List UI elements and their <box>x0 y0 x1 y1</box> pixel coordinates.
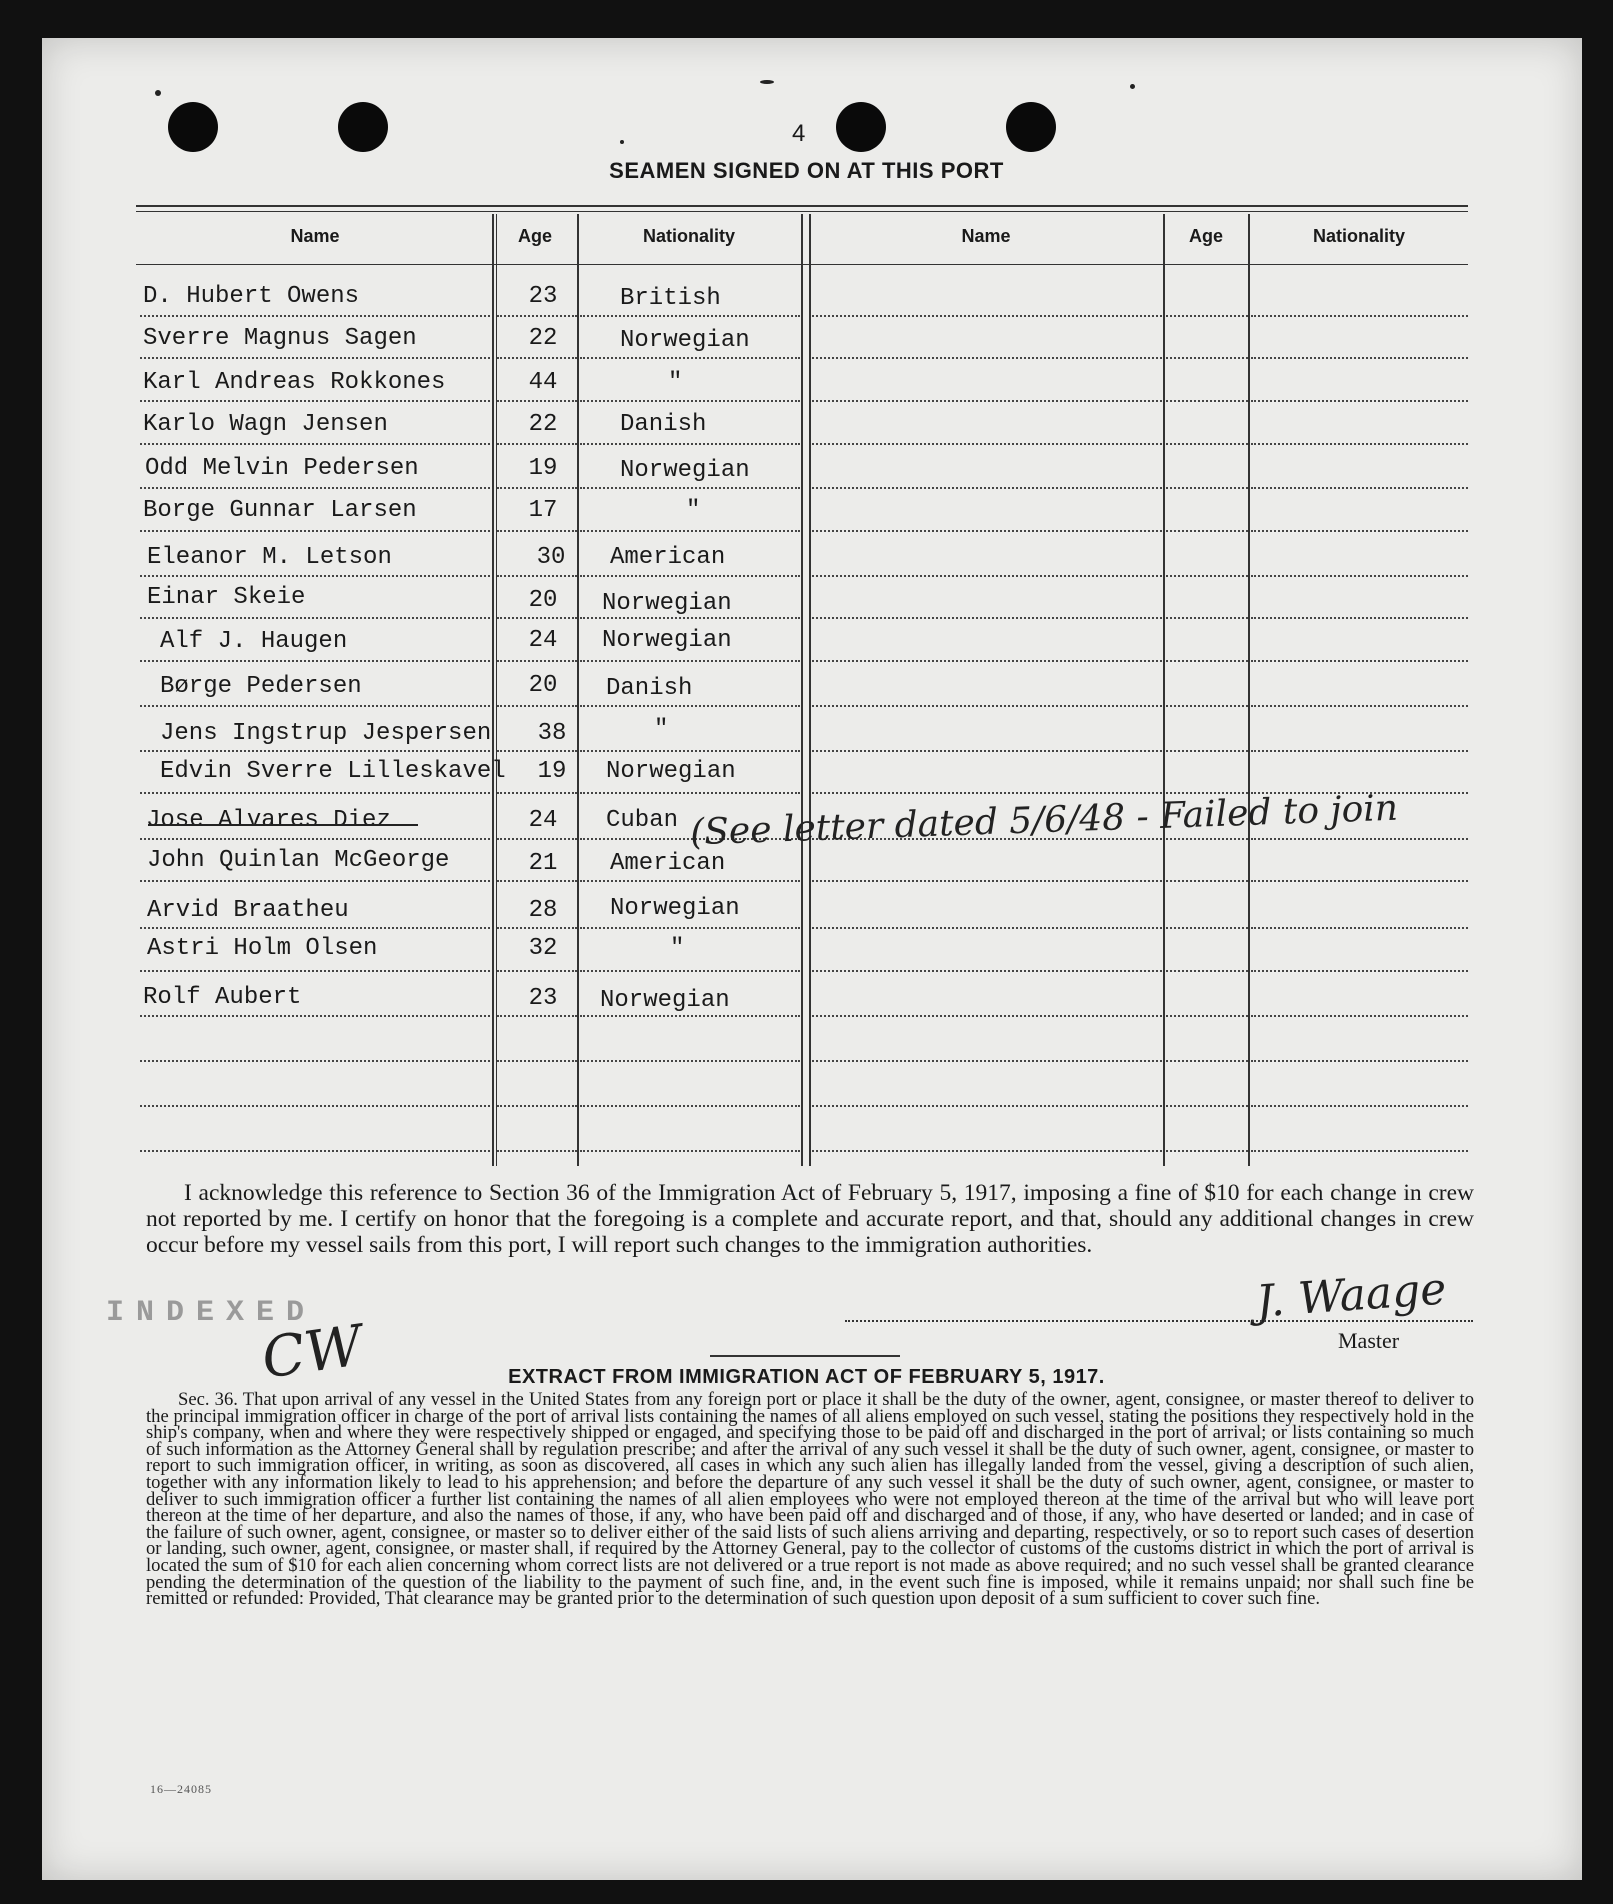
master-signature: J. Waage <box>1254 1263 1448 1328</box>
row-rule <box>497 705 577 707</box>
row-rule <box>140 315 490 317</box>
row-rule <box>1166 970 1248 972</box>
seaman-name: Odd Melvin Pedersen <box>145 455 419 482</box>
column-header-age-right: Age <box>1188 226 1223 246</box>
row-rule <box>1251 838 1468 840</box>
row-rule <box>140 705 490 707</box>
row-rule <box>580 660 800 662</box>
seaman-age: 28 <box>528 897 558 924</box>
seaman-nationality: Danish <box>606 675 693 702</box>
punch-hole <box>338 102 388 152</box>
row-rule <box>1166 705 1248 707</box>
row-rule <box>1251 1105 1468 1107</box>
row-rule <box>1251 705 1468 707</box>
row-rule <box>812 705 1162 707</box>
row-rule <box>497 530 577 532</box>
row-rule <box>497 1015 577 1017</box>
row-rule <box>497 880 577 882</box>
seaman-age: 17 <box>528 497 558 524</box>
seaman-age: 38 <box>537 720 567 747</box>
seaman-name: John Quinlan McGeorge <box>147 847 450 874</box>
form-title: SEAMEN SIGNED ON AT THIS PORT <box>609 158 1004 183</box>
row-rule <box>497 487 577 489</box>
row-rule <box>812 487 1162 489</box>
row-rule <box>1251 617 1468 619</box>
row-rule <box>497 443 577 445</box>
row-rule <box>140 880 490 882</box>
row-rule <box>580 750 800 752</box>
seaman-age: 23 <box>528 283 558 310</box>
row-rule <box>812 970 1162 972</box>
column-header-nationality-right: Nationality <box>1312 226 1405 246</box>
seaman-nationality: Danish <box>620 411 707 438</box>
row-rule <box>140 357 490 359</box>
row-rule <box>140 1150 490 1152</box>
row-rule <box>497 750 577 752</box>
row-rule <box>812 400 1162 402</box>
seaman-name: Eleanor M. Letson <box>147 544 392 571</box>
handwritten-annotation: (See letter dated 5/6/48 - Failed to join <box>689 787 1399 854</box>
row-rule <box>1251 487 1468 489</box>
row-rule <box>580 357 800 359</box>
row-rule <box>497 792 577 794</box>
row-rule <box>580 315 800 317</box>
seaman-nationality: Norwegian <box>620 327 750 354</box>
row-rule <box>497 1105 577 1107</box>
seaman-name: Arvid Braatheu <box>147 897 349 924</box>
row-rule <box>1251 530 1468 532</box>
row-rule <box>1166 838 1248 840</box>
column-header-age: Age <box>517 226 552 246</box>
punch-hole <box>836 102 886 152</box>
acknowledgment-text: I acknowledge this reference to Section 36 of the Immigration Act of February 5, 1917, imposing a fine of $10 for each change in crew not reported by me. I certify on honor that the foregoing is a complete and accurate report, and that, should any additional changes in crew occur before my vessel sails from this port, I will report such changes to the immigration authorities. <box>146 1180 1474 1258</box>
indexed-stamp: INDEXED <box>106 1296 317 1330</box>
row-rule <box>812 660 1162 662</box>
seaman-name: Sverre Magnus Sagen <box>143 325 417 352</box>
row-rule <box>140 838 490 840</box>
seaman-nationality: " <box>668 369 683 396</box>
seaman-nationality: " <box>686 497 701 524</box>
row-rule <box>1166 575 1248 577</box>
row-rule <box>140 1015 490 1017</box>
row-rule <box>812 530 1162 532</box>
row-rule <box>812 315 1162 317</box>
row-rule <box>1251 750 1468 752</box>
row-rule <box>497 660 577 662</box>
seaman-age: 23 <box>528 985 558 1012</box>
seaman-nationality: Norwegian <box>602 590 732 617</box>
row-rule <box>812 1105 1162 1107</box>
row-rule <box>812 1060 1162 1062</box>
row-rule <box>1251 927 1468 929</box>
row-rule <box>812 575 1162 577</box>
row-rule <box>1166 880 1248 882</box>
row-rule <box>580 1105 800 1107</box>
row-rule <box>812 1015 1162 1017</box>
master-label: Master <box>1338 1328 1400 1353</box>
seaman-name: Alf J. Haugen <box>160 628 348 655</box>
seaman-nationality: " <box>654 716 669 743</box>
seaman-age: 30 <box>536 544 566 571</box>
seaman-age: 24 <box>528 627 558 654</box>
row-rule <box>1251 1015 1468 1017</box>
seaman-name: Karl Andreas Rokkones <box>143 369 446 396</box>
seaman-age: 20 <box>528 672 558 699</box>
seaman-age: 20 <box>528 587 558 614</box>
seaman-age: 24 <box>528 807 558 834</box>
row-rule <box>1251 1150 1468 1152</box>
seaman-nationality: Norwegian <box>600 987 730 1014</box>
seaman-nationality: Norwegian <box>620 457 750 484</box>
row-rule <box>497 315 577 317</box>
row-rule <box>497 970 577 972</box>
seaman-nationality: Norwegian <box>610 895 740 922</box>
seaman-nationality: Cuban <box>606 807 679 834</box>
page-number: 4 <box>792 120 806 147</box>
column-divider <box>492 214 494 1166</box>
row-rule <box>1166 1060 1248 1062</box>
row-rule <box>1166 530 1248 532</box>
row-rule <box>140 1060 490 1062</box>
seaman-nationality: American <box>610 544 726 571</box>
row-rule <box>1251 660 1468 662</box>
row-rule <box>812 617 1162 619</box>
row-rule <box>497 1150 577 1152</box>
column-divider <box>801 214 803 1166</box>
row-rule <box>812 927 1162 929</box>
row-rule <box>140 575 490 577</box>
initials-signature: CW <box>257 1313 367 1392</box>
row-rule <box>1166 1150 1248 1152</box>
row-rule <box>140 792 490 794</box>
row-rule <box>580 443 800 445</box>
seaman-name: Børge Pedersen <box>160 673 362 700</box>
row-rule <box>1251 443 1468 445</box>
seaman-nationality: Norwegian <box>606 758 736 785</box>
seaman-age: 19 <box>537 758 567 785</box>
row-rule <box>140 970 490 972</box>
row-rule <box>580 617 800 619</box>
row-rule <box>580 970 800 972</box>
seaman-age: 22 <box>528 411 558 438</box>
row-rule <box>580 880 800 882</box>
row-rule <box>140 617 490 619</box>
row-rule <box>1251 1060 1468 1062</box>
column-divider <box>809 214 811 1166</box>
seaman-name: Einar Skeie <box>147 584 306 611</box>
row-rule <box>1166 443 1248 445</box>
seaman-name: Jens Ingstrup Jespersen <box>160 720 492 747</box>
row-rule <box>1166 660 1248 662</box>
seaman-name: Edvin Sverre Lilleskavel <box>160 758 506 785</box>
row-rule <box>497 357 577 359</box>
row-rule <box>1166 617 1248 619</box>
row-rule <box>140 400 490 402</box>
row-rule <box>812 792 1162 794</box>
row-rule <box>812 750 1162 752</box>
row-rule <box>1166 357 1248 359</box>
seaman-name: Borge Gunnar Larsen <box>143 497 417 524</box>
row-rule <box>1251 315 1468 317</box>
row-rule <box>1166 1105 1248 1107</box>
column-header-name-right: Name <box>961 226 1011 246</box>
seaman-nationality: British <box>620 285 721 312</box>
seaman-name: Karlo Wagn Jensen <box>143 411 388 438</box>
row-rule <box>497 575 577 577</box>
row-rule <box>1251 880 1468 882</box>
extract-title: EXTRACT FROM IMMIGRATION ACT OF FEBRUARY 5, 1917. <box>508 1366 1105 1388</box>
row-rule <box>497 927 577 929</box>
row-rule <box>580 1060 800 1062</box>
row-rule <box>580 530 800 532</box>
row-rule <box>140 750 490 752</box>
table-top-rule <box>136 205 1468 207</box>
row-rule <box>812 443 1162 445</box>
row-rule <box>580 487 800 489</box>
column-header-name: Name <box>290 226 340 246</box>
row-rule <box>580 1015 800 1017</box>
row-rule <box>1166 750 1248 752</box>
row-rule <box>1166 315 1248 317</box>
punch-hole <box>1006 102 1056 152</box>
row-rule <box>140 487 490 489</box>
signature-line <box>845 1320 1473 1322</box>
row-rule <box>140 1105 490 1107</box>
seaman-age: 19 <box>528 455 558 482</box>
row-rule <box>140 927 490 929</box>
seaman-name: Jose Alvares Diez <box>146 807 391 834</box>
row-rule <box>497 617 577 619</box>
column-divider <box>1248 214 1250 1166</box>
row-rule <box>1251 575 1468 577</box>
section-divider <box>710 1355 900 1357</box>
row-rule <box>580 1150 800 1152</box>
row-rule <box>1251 970 1468 972</box>
row-rule <box>580 705 800 707</box>
row-rule <box>497 838 577 840</box>
row-rule <box>140 530 490 532</box>
row-rule <box>812 357 1162 359</box>
seaman-name: D. Hubert Owens <box>143 283 360 310</box>
row-rule <box>1251 400 1468 402</box>
row-rule <box>580 792 800 794</box>
punch-hole <box>168 102 218 152</box>
row-rule <box>1166 927 1248 929</box>
strikethrough-line <box>148 824 418 826</box>
seaman-age: 32 <box>528 935 558 962</box>
row-rule <box>580 575 800 577</box>
seaman-age: 22 <box>528 325 558 352</box>
seaman-name: Rolf Aubert <box>143 984 302 1011</box>
form-print-mark: 16—24085 <box>150 1782 212 1796</box>
row-rule <box>140 443 490 445</box>
row-rule <box>1166 1015 1248 1017</box>
seaman-nationality: Norwegian <box>602 627 732 654</box>
row-rule <box>497 400 577 402</box>
column-header-nationality: Nationality <box>642 226 735 246</box>
seaman-name: Astri Holm Olsen <box>147 935 378 962</box>
seaman-nationality: American <box>610 850 726 877</box>
row-rule <box>1251 357 1468 359</box>
row-rule <box>812 1150 1162 1152</box>
row-rule <box>497 1060 577 1062</box>
seaman-age: 21 <box>528 850 558 877</box>
seaman-age: 44 <box>528 369 558 396</box>
row-rule <box>812 880 1162 882</box>
seaman-nationality: " <box>670 935 685 962</box>
row-rule <box>1166 400 1248 402</box>
extract-body: Sec. 36. That upon arrival of any vessel in the United States from any foreign port or place it shall be the duty of the owner, agent, consignee, or master thereof to deliver to the principal immigration officer in charge of the port of arrival lists containing the names of all aliens employed on such vessel, stating the positions they respectively hold in the ship's company, when and where they were respectively shipped or engaged, and specifying those to be paid off and discharged in the port of arrival; or lists containing so much of such information as the Attorney General shall by regulation prescribe; and after the arrival of any such vessel it shall be the duty of such owner, agent, consignee, or master to report to such immigration officer, in writing, as soon as discovered, all cases in which any such alien has illegally landed from the vessel, giving a description of such alien, together with any information likely to lead to his apprehension; and before the departure of any such vessel it shall be the duty of such owner, agent, consignee, or master to deliver to such immigration officer a further list containing the names of all alien employees who were not employed thereon at the time of the arrival but who will leave port thereon at the time of her departure, and also the names of those, if any, who have been paid off and discharged and of those, if any, who have deserted or landed; and in case of the failure of such owner, agent, consignee, or master so to deliver either of the said lists of such aliens arriving and departing, respectively, or so to report such cases of desertion or landing, such owner, agent, consignee, or master shall, if required by the Attorney General, pay to the collector of customs of the customs district in which the port of arrival is located the sum of $10 for each alien concerning whom correct lists are not delivered or a true report is not made as above required; and no such vessel shall be granted clearance pending the determination of the question of the liability to the payment of such fine, and, in the event such fine is imposed, while it remains unpaid; nor shall such fine be remitted or refunded: Provided, That clearance may be granted prior to the determination of such question upon deposit of a sum sufficient to cover such fine. <box>146 1389 1474 1610</box>
row-rule <box>1166 487 1248 489</box>
row-rule <box>580 400 800 402</box>
column-divider <box>1163 214 1165 1166</box>
row-rule <box>580 927 800 929</box>
row-rule <box>140 660 490 662</box>
